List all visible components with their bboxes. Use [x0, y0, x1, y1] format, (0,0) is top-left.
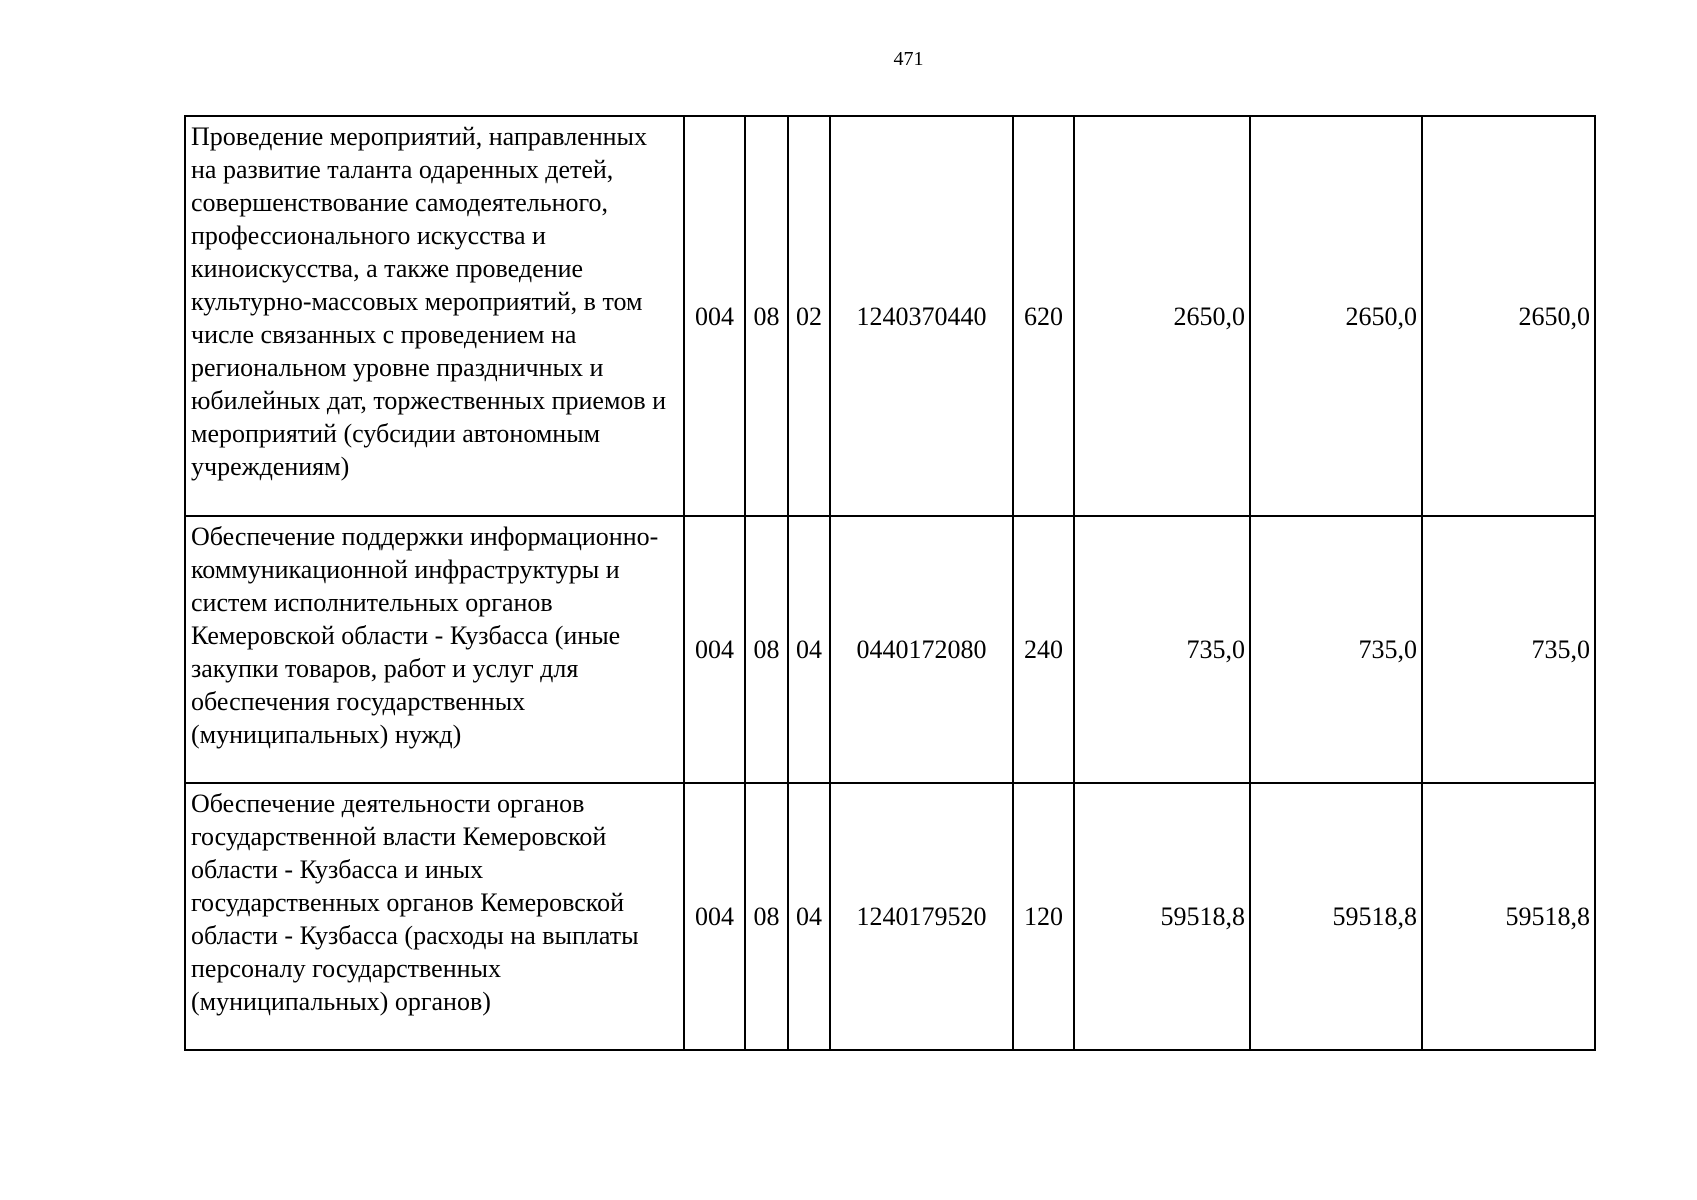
amount-year-1: 59518,8	[1074, 783, 1250, 1050]
row-description: Обеспечение деятельности органов государственной власти Кемеровской области - Кузбасса и иных государственных органов Кемеровской области - Кузбасса (расходы на выплаты персоналу государственных (муниципальных) органов)	[185, 783, 684, 1050]
ministry-code: 004	[684, 516, 745, 783]
section-code: 08	[745, 116, 788, 516]
amount-year-2: 59518,8	[1250, 783, 1422, 1050]
amount-year-3: 59518,8	[1422, 783, 1595, 1050]
target-article-code: 0440172080	[830, 516, 1013, 783]
target-article-code: 1240179520	[830, 783, 1013, 1050]
subsection-code: 04	[788, 783, 830, 1050]
amount-year-2: 735,0	[1250, 516, 1422, 783]
row-description: Обеспечение поддержки информационно-коммуникационной инфраструктуры и систем исполнительных органов Кемеровской области - Кузбасса (иные закупки товаров, работ и услуг для обеспечения государственных (муниципальных) нужд)	[185, 516, 684, 783]
ministry-code: 004	[684, 116, 745, 516]
ministry-code: 004	[684, 783, 745, 1050]
target-article-code: 1240370440	[830, 116, 1013, 516]
amount-year-1: 2650,0	[1074, 116, 1250, 516]
table-row	[185, 116, 1595, 516]
section-code: 08	[745, 516, 788, 783]
table-row	[185, 516, 1595, 783]
expense-type-code: 620	[1013, 116, 1074, 516]
subsection-code: 04	[788, 516, 830, 783]
row-description: Проведение мероприятий, направленных на развитие таланта одаренных детей, совершенствование самодеятельного, профессионального искусства и киноискусства, а также проведение культурно-массовых мероприятий, в том числе связанных с проведением на региональном уровне праздничных и юбилейных дат, торжественных приемов и мероприятий (субсидии автономным учреждениям)	[185, 116, 684, 516]
subsection-code: 02	[788, 116, 830, 516]
table-row	[185, 783, 1595, 1050]
budget-table	[184, 115, 1596, 1051]
expense-type-code: 120	[1013, 783, 1074, 1050]
amount-year-3: 735,0	[1422, 516, 1595, 783]
expense-type-code: 240	[1013, 516, 1074, 783]
amount-year-1: 735,0	[1074, 516, 1250, 783]
amount-year-3: 2650,0	[1422, 116, 1595, 516]
section-code: 08	[745, 783, 788, 1050]
amount-year-2: 2650,0	[1250, 116, 1422, 516]
page-number: 471	[893, 48, 924, 70]
